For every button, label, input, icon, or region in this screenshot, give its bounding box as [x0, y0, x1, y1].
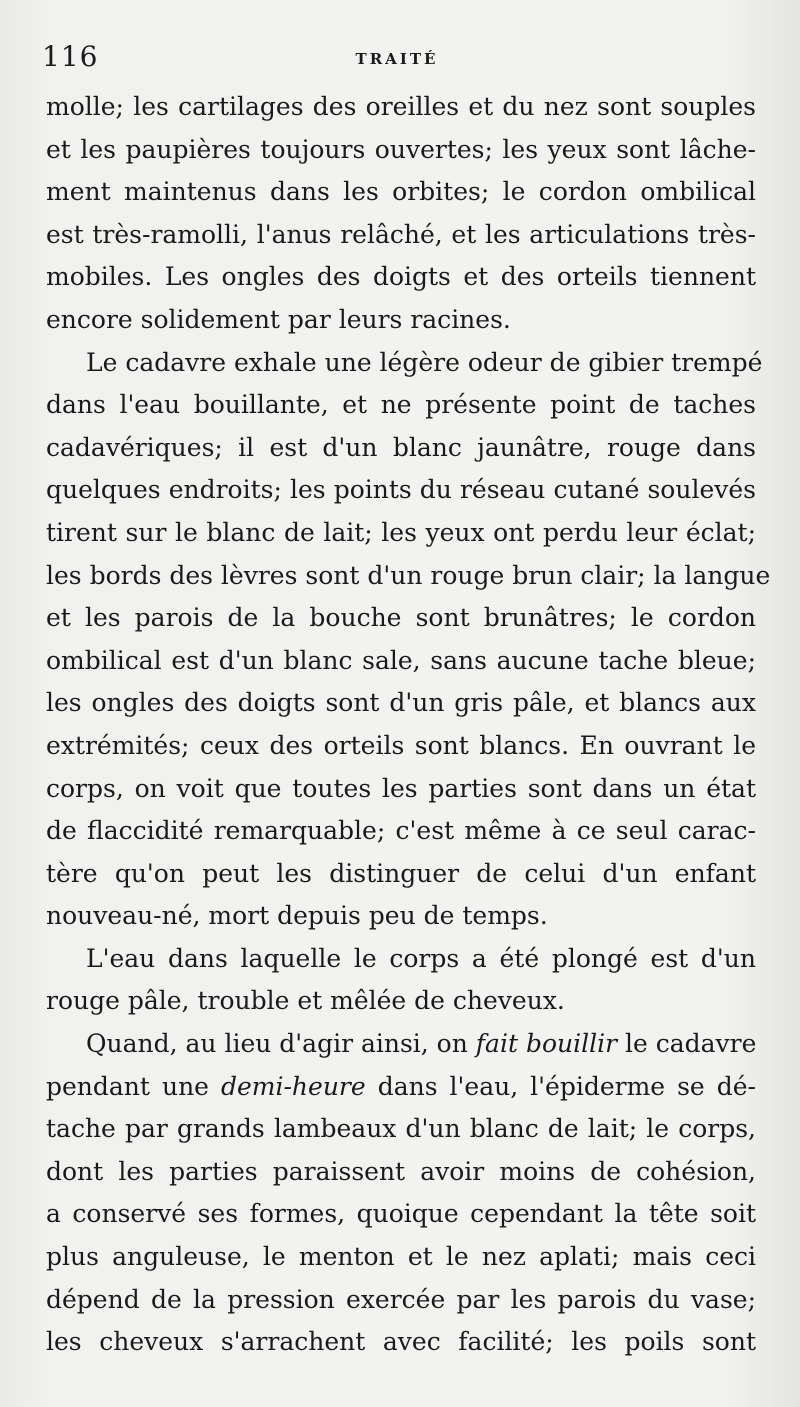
- text-line: molle; les cartilages des oreilles et du nez sont souples: [46, 92, 756, 121]
- text-segment: Quand, au lieu d'agir ainsi, on: [86, 1029, 476, 1059]
- text-segment: le cadavre: [617, 1029, 757, 1059]
- text-line: a conservé ses formes, quoique cependant la tête soit: [46, 1199, 756, 1229]
- text-line: ombilical est d'un blanc sale, sans aucune tache bleue;: [46, 645, 756, 675]
- text-line: est très-ramolli, l'anus relâché, et les articulations très-: [46, 219, 756, 249]
- text-line: cadavériques; il est d'un blanc jaunâtre, rouge dans: [46, 432, 756, 462]
- text-line: ment maintenus dans les orbites; le cordon ombilical: [46, 177, 756, 207]
- text-line: L'eau dans laquelle le corps a été plongé est d'un: [86, 943, 756, 973]
- text-line: dont les parties paraissent avoir moins de cohésion,: [46, 1156, 756, 1186]
- text-line: mobiles. Les ongles des doigts et des orteils tiennent: [46, 262, 756, 292]
- running-head: TRAITÉ: [355, 50, 439, 68]
- text-line: de flaccidité remarquable; c'est même à ce seul carac-: [46, 816, 756, 846]
- text-line: et les paupières toujours ouvertes; les yeux sont lâche-: [46, 134, 756, 164]
- page-header: [38, 40, 756, 80]
- text-line: les ongles des doigts sont d'un gris pâle, et blancs aux: [46, 688, 756, 718]
- text-line: quelques endroits; les points du réseau cutané soulevés: [46, 475, 756, 505]
- text-line: corps, on voit que toutes les parties sont dans un état: [46, 773, 756, 803]
- body-text: [46, 86, 771, 1364]
- text-line: tère qu'on peut les distinguer de celui d'un enfant: [46, 858, 756, 888]
- italic-phrase: demi-heure: [220, 1071, 366, 1101]
- text-line: dans l'eau bouillante, et ne présente point de taches: [46, 390, 756, 420]
- page-number: 116: [42, 40, 99, 73]
- italic-phrase: fait bouillir: [475, 1029, 618, 1059]
- text-line: et les parois de la bouche sont brunâtres; le cordon: [46, 603, 756, 633]
- text-line: les bords des lèvres sont d'un rouge brun clair; la langue: [46, 560, 771, 590]
- text-segment: pendant une: [46, 1071, 221, 1101]
- text-line: les cheveux s'arrachent avec facilité; les poils sont: [46, 1327, 756, 1357]
- text-line: dépend de la pression exercée par les parois du vase;: [46, 1284, 756, 1314]
- text-segment: dans l'eau, l'épiderme se dé-: [365, 1071, 756, 1101]
- text-line: [46, 1023, 756, 1066]
- text-line: [46, 1066, 756, 1109]
- text-line: tache par grands lambeaux d'un blanc de lait; le corps,: [46, 1114, 756, 1144]
- text-line: plus anguleuse, le menton et le nez aplati; mais ceci: [46, 1242, 756, 1272]
- text-line: extrémités; ceux des orteils sont blancs. En ouvrant le: [46, 730, 756, 760]
- text-line: tirent sur le blanc de lait; les yeux ont perdu leur éclat;: [46, 517, 756, 547]
- text-line: nouveau-né, mort depuis peu de temps.: [46, 901, 548, 931]
- text-line: Le cadavre exhale une légère odeur de gibier trempé: [86, 347, 763, 377]
- text-line: encore solidement par leurs racines.: [46, 304, 511, 334]
- text-line: rouge pâle, trouble et mêlée de cheveux.: [46, 986, 565, 1016]
